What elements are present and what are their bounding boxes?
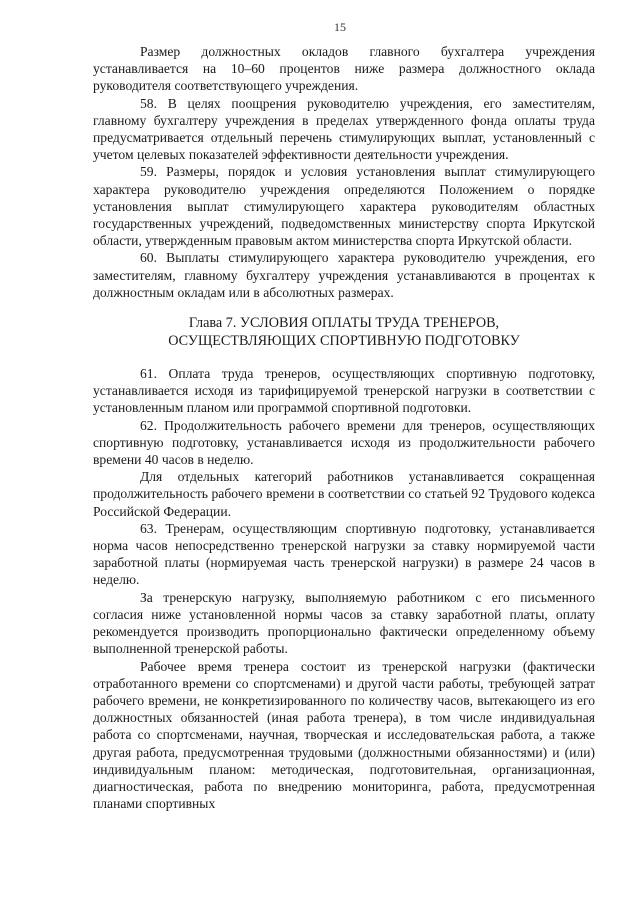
paragraph-59: 59. Размеры, порядок и условия установления выплат стимулирующего характера руководителю учреждения определяются Положением о порядке установления выплат стимулирующего характера руководителям областных государственных учреждений, подведомственных министерству спорта Иркутской области, утвержденным правовым актом министерства спорта Иркутской области. — [93, 164, 595, 249]
paragraph-58: 58. В целях поощрения руководителю учреждения, его заместителям, главному бухгалтеру учреждения в пределах утвержденного фонда оплаты труда предусматривается отдельный перечень стимулирующих выплат, установленный с учетом целевых показателей эффективности деятельности учреждения. — [93, 95, 595, 163]
paragraph-coach-working-time: Рабочее время тренера состоит из тренерской нагрузки (фактически отработанного времени со спортсменами) и другой части работы, требующей затрат рабочего времени, не конкретизированного по количеству часов, вытекающего из его должностных обязанностей (иная работа тренера), в том числе индивидуальная работа со спортсменами, научная, творческая и исследовательская работа, а также другая работа, предусмотренная трудовыми (должностными обязанностями) и (или) индивидуальным планом: методическая, подготовительная, организационная, диагностическая, работа по внедрению мониторинга, работа, предусмотренная планами спортивных — [93, 658, 595, 812]
paragraph-60: 60. Выплаты стимулирующего характера руководителю учреждения, его заместителям, главному бухгалтеру учреждения устанавливаются в процентах к должностным окладам или в абсолютных размерах. — [93, 250, 595, 300]
paragraph-62: 62. Продолжительность рабочего времени для тренеров, осуществляющих спортивную подготовку, устанавливается исходя из продолжительности рабочего времени 40 часов в неделю. — [93, 417, 595, 468]
paragraph-61: 61. Оплата труда тренеров, осуществляющих спортивную подготовку, устанавливается исходя из тарифицируемой тренерской нагрузки в соответствии с установленным планом или программой спортивной подготовки. — [93, 366, 595, 416]
chapter-heading-line-1: Глава 7. УСЛОВИЯ ОПЛАТЫ ТРУДА ТРЕНЕРОВ, — [188, 315, 500, 332]
page-number: 15 — [334, 20, 346, 34]
paragraph-reduced-hours: Для отдельных категорий работников устанавливается сокращенная продолжительность рабочего времени в соответствии со статьей 92 Трудового кодекса Российской Федерации. — [93, 469, 595, 519]
paragraph-coach-load: За тренерскую нагрузку, выполняемую работником с его письменного согласия ниже установленной нормы часов за ставку заработной платы, оплату рекомендуется производить пропорционально фактически определенному объему выполненной тренерской работы. — [93, 589, 595, 657]
document-body — [93, 43, 595, 812]
paragraph-salary-chief-accountant: Размер должностных окладов главного бухгалтера учреждения устанавливается на 10–60 процентов ниже размера должностного оклада руководителя соответствующего учреждения. — [93, 44, 595, 94]
chapter-heading — [93, 314, 595, 350]
chapter-heading-line-2: ОСУЩЕСТВЛЯЮЩИХ СПОРТИВНУЮ ПОДГОТОВКУ — [168, 333, 520, 350]
paragraph-63: 63. Тренерам, осуществляющим спортивную подготовку, устанавливается норма часов непосредственно тренерской нагрузки за ставку нормируемой части заработной платы (нормируемая часть тренерской нагрузки) в размере 24 часов в неделю. — [93, 520, 595, 588]
